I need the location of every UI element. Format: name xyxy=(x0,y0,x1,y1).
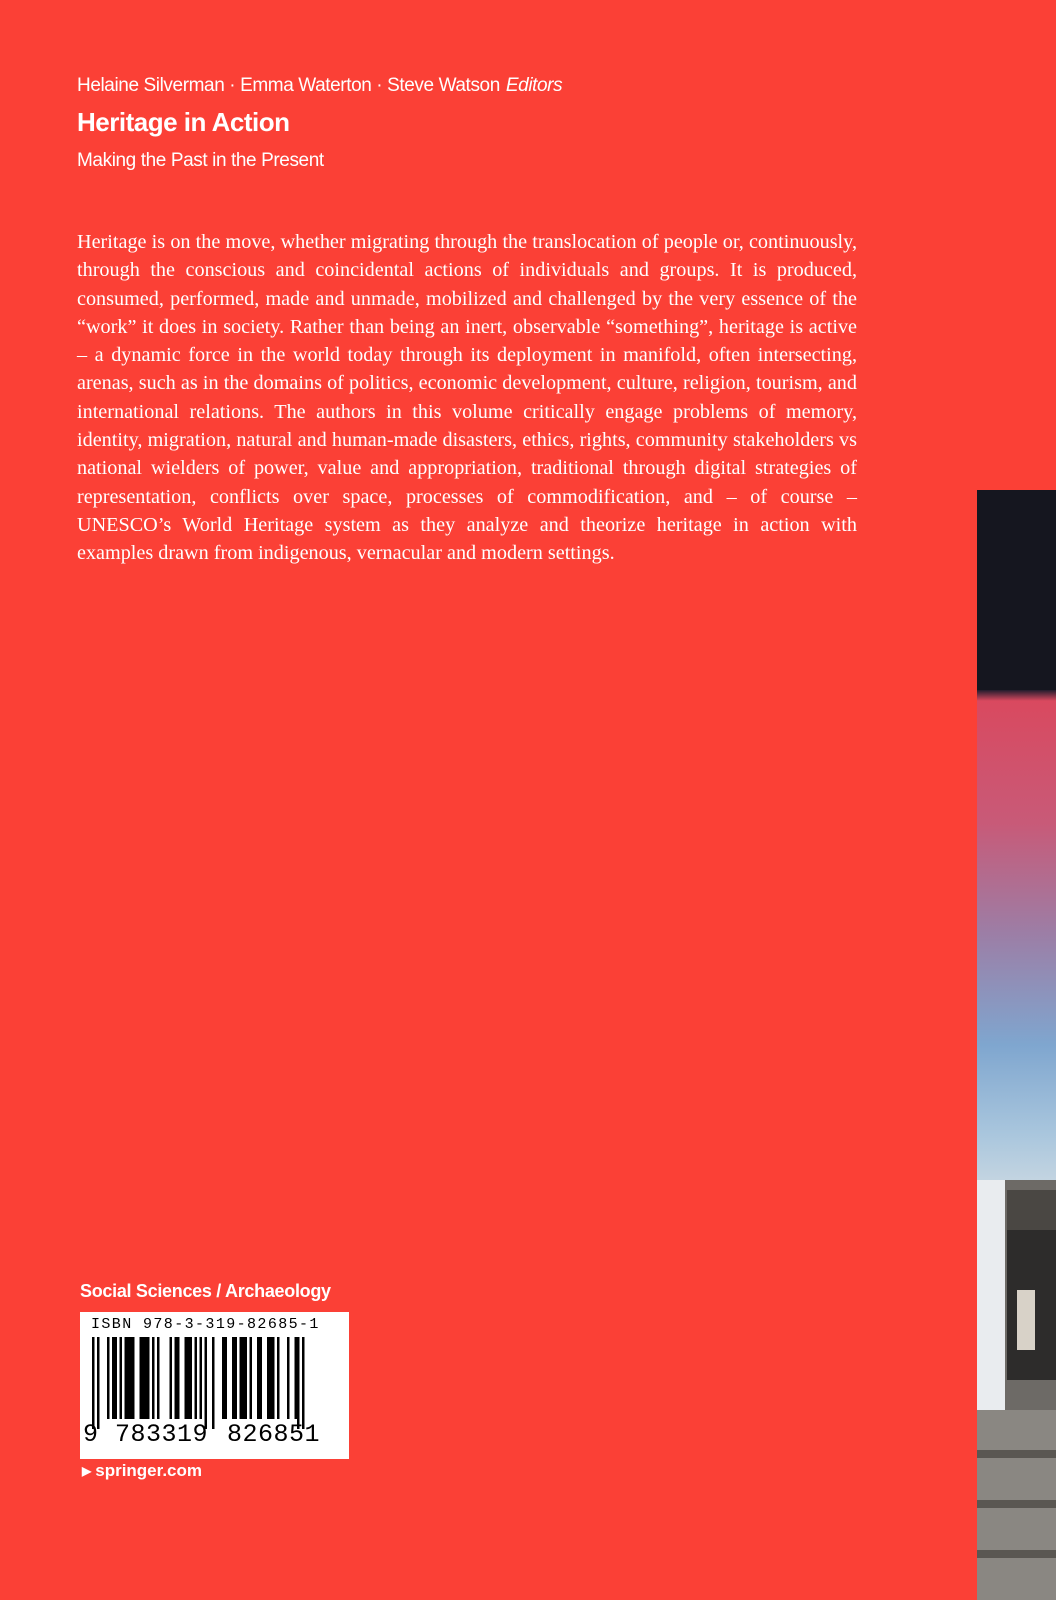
barcode-bar xyxy=(97,1337,100,1429)
barcode-bar xyxy=(127,1337,130,1419)
editor-names: Helaine Silverman · Emma Waterton · Steve Watson xyxy=(77,75,500,96)
book-title: Heritage in Action xyxy=(77,107,290,137)
barcode-bar xyxy=(205,1337,208,1429)
barcode-bar xyxy=(142,1337,145,1419)
editors-role: Editors xyxy=(505,75,563,96)
cover-photo-strip xyxy=(977,490,1056,1600)
barcode-bar xyxy=(235,1337,238,1419)
barcode-bar xyxy=(272,1337,275,1419)
barcode-bar xyxy=(260,1337,263,1419)
publisher-website: springer.com xyxy=(95,1461,202,1480)
barcode-bar xyxy=(112,1337,115,1419)
barcode-bar xyxy=(107,1337,110,1419)
ean-first-digit: 9 xyxy=(83,1420,99,1449)
barcode-bar xyxy=(250,1337,253,1419)
barcode-bar xyxy=(222,1337,225,1419)
barcode-bar xyxy=(200,1337,203,1419)
barcode-bar xyxy=(187,1337,190,1419)
barcode-bar xyxy=(157,1337,160,1419)
barcode-bar xyxy=(297,1337,300,1429)
ean-left-group: 783319 xyxy=(115,1420,209,1449)
barcode-bar xyxy=(242,1337,245,1419)
barcode-bar xyxy=(225,1337,228,1419)
barcode-bar xyxy=(277,1337,280,1419)
barcode-bar xyxy=(140,1337,143,1419)
barcode-bar xyxy=(145,1337,148,1419)
barcode-bar xyxy=(115,1337,118,1419)
barcode-bar xyxy=(287,1337,290,1419)
editors-line xyxy=(77,75,562,97)
publisher-link[interactable] xyxy=(82,1461,202,1481)
ean-digits xyxy=(80,1420,349,1454)
barcode-bar xyxy=(295,1337,298,1419)
barcode-bar xyxy=(177,1337,180,1419)
barcode-bar xyxy=(245,1337,248,1419)
book-description: Heritage is on the move, whether migrating through the translocation of people or, continuously, through the conscious and coincidental actions of individuals and groups. It is produced, consumed, performed, made and unmade, mobilized and challenged by the very essence of the “work” it does in society. Rather than being an inert, observable “something”, heritage is active – a dynamic force in the world today through its deployment in manifold, often intersecting, arenas, such as in the domains of politics, economic development, culture, religion, tourism, and international relations. The authors in this volume critically engage problems of memory, identity, migration, natural and human-made disasters, ethics, rights, community stakeholders vs national wielders of power, value and appropriation, traditional through digital strategies of representation, conflicts over space, processes of commodification, and – of course – UNESCO’s World Heritage system as they analyze and theorize heritage in action with examples drawn from indigenous, vernacular and modern settings. xyxy=(77,231,857,565)
photo-illustration xyxy=(977,490,1056,1600)
barcode-bar xyxy=(92,1337,95,1429)
ean-right-group: 826851 xyxy=(227,1420,321,1449)
barcode-bar xyxy=(267,1337,270,1419)
barcode-bar xyxy=(120,1337,123,1419)
barcode-bar xyxy=(232,1337,235,1419)
barcode-bar xyxy=(147,1337,150,1419)
barcode-bar xyxy=(212,1337,215,1429)
barcode-bar xyxy=(125,1337,128,1419)
barcode-bar xyxy=(190,1337,193,1419)
barcode-bar xyxy=(132,1337,135,1419)
barcode-bar xyxy=(270,1337,273,1419)
barcode-bar xyxy=(170,1337,173,1419)
triangle-right-icon: ▶ xyxy=(82,1464,92,1478)
isbn-barcode xyxy=(80,1312,349,1459)
barcode-bar xyxy=(302,1337,305,1429)
barcode-bar xyxy=(130,1337,133,1419)
subject-category: Social Sciences / Archaeology xyxy=(80,1281,331,1301)
book-subtitle: Making the Past in the Present xyxy=(77,150,324,171)
barcode-bar xyxy=(152,1337,155,1419)
isbn-label: ISBN 978-3-319-82685-1 xyxy=(91,1316,320,1333)
barcode-bar xyxy=(175,1337,178,1419)
barcode-bar xyxy=(185,1337,188,1419)
barcode-bar xyxy=(240,1337,243,1419)
barcode-bars xyxy=(92,1337,337,1429)
barcode-bar xyxy=(257,1337,260,1419)
barcode-bar xyxy=(195,1337,198,1419)
